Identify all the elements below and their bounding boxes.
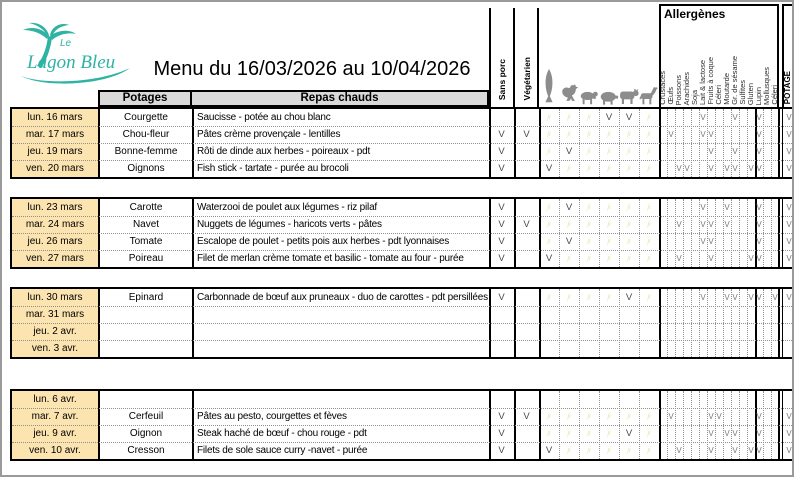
allergen-mark: V: [676, 164, 682, 173]
meat-faint-mark: ji: [547, 221, 551, 228]
allergen-mark: V: [700, 130, 706, 139]
sans-porc-mark: V: [498, 428, 505, 439]
header-line: [489, 8, 491, 107]
date-cell: jeu. 19 mars: [27, 146, 83, 157]
sans-porc-mark: V: [498, 292, 505, 303]
meat-faint-mark: ji: [567, 131, 571, 138]
meat-faint-mark: ji: [547, 238, 551, 245]
potage-allergen-mark: V: [786, 130, 792, 139]
meat-faint-mark: ji: [567, 221, 571, 228]
allergen-mark: V: [676, 446, 682, 455]
allergen-mark: V: [724, 293, 730, 302]
potage-allergen-mark: V: [786, 254, 792, 263]
potage-cell: [100, 306, 192, 323]
potage-cell: Carotte: [129, 202, 163, 213]
fish-icon: [539, 60, 559, 105]
potage-allergen-mark: V: [786, 446, 792, 455]
allergen-mark: V: [748, 164, 754, 173]
allergen-mark: V: [668, 130, 674, 139]
allergen-mark: V: [756, 164, 762, 173]
date-cell: lun. 30 mars: [27, 292, 83, 303]
sans-porc-mark: V: [498, 445, 505, 456]
allergen-mark: V: [756, 203, 762, 212]
potage-cell: Epinard: [128, 292, 164, 303]
potage-cell: Oignons: [127, 163, 165, 174]
potage-cell: Bonne-femme: [114, 146, 178, 157]
date-cell: mar. 24 mars: [25, 219, 85, 230]
meat-faint-mark: ji: [627, 255, 631, 262]
allergen-column-label: Poissons: [674, 74, 683, 105]
potage-cell: [100, 340, 192, 357]
pork-icon: [599, 60, 619, 105]
date-cell: jeu. 2 avr.: [33, 326, 77, 337]
sans-porc-mark: V: [498, 129, 505, 140]
meat-faint-mark: ji: [627, 165, 631, 172]
meat-faint-mark: ji: [587, 148, 591, 155]
poultry-icon: [559, 60, 579, 105]
meat-faint-mark: ji: [587, 413, 591, 420]
vegetarien-header-wrap: [514, 12, 539, 100]
allergen-mark: V: [668, 412, 674, 421]
sans-porc-header-wrap: [489, 12, 514, 100]
allergen-column-label-wrap: [771, 26, 779, 105]
allergen-mark: V: [732, 113, 738, 122]
meal-cell: Filet de merlan crème tomate et basilic - tomate au four - purée: [197, 253, 464, 264]
meat-faint-mark: ji: [607, 430, 611, 437]
meat-faint-mark: ji: [547, 413, 551, 420]
sans-porc-mark: V: [498, 219, 505, 230]
meal-cell: Fish stick - tartate - purée au brocoli: [197, 163, 349, 174]
allergen-mark: V: [708, 254, 714, 263]
week-block: [10, 287, 794, 359]
meat-faint-mark: ji: [647, 294, 651, 301]
meat-mark: V: [625, 112, 633, 123]
meat-faint-mark: ji: [627, 204, 631, 211]
week-block: [10, 107, 794, 179]
meat-faint-mark: ji: [607, 131, 611, 138]
meat-faint-mark: ji: [587, 430, 591, 437]
potage-cell: Tomate: [129, 236, 163, 247]
lamb-icon: [579, 60, 599, 105]
potage-cell: Courgette: [124, 112, 168, 123]
allergen-mark: V: [756, 113, 762, 122]
potage-cell: Cerfeuil: [128, 411, 164, 422]
meat-faint-mark: ji: [587, 114, 591, 121]
meat-faint-mark: ji: [567, 165, 571, 172]
allergen-column-label: Lait & lactose: [698, 59, 707, 105]
meal-cell: [194, 306, 490, 323]
allergen-mark: V: [756, 254, 762, 263]
allergen-column-label: Céleri: [714, 85, 723, 105]
date-cell: lun. 16 mars: [27, 112, 83, 123]
meal-cell: [194, 340, 490, 357]
meat-mark: V: [605, 112, 613, 123]
allergen-mark: V: [700, 293, 706, 302]
sans-porc-mark: V: [498, 146, 505, 157]
meat-mark: V: [565, 236, 573, 247]
meat-faint-mark: ji: [547, 294, 551, 301]
meal-cell: [194, 391, 490, 408]
allergen-column-label: Crustacés: [658, 71, 667, 105]
allergen-mark: V: [700, 203, 706, 212]
meat-faint-mark: ji: [607, 221, 611, 228]
vegetarien-mark: V: [523, 219, 530, 230]
allergen-column-label: Gr. de sésame: [730, 56, 739, 105]
beef-icon: [619, 60, 639, 105]
column-header-potages: Potages: [98, 90, 192, 107]
allergen-mark: V: [732, 164, 738, 173]
potage-allergen-mark: V: [786, 164, 792, 173]
allergen-mark: V: [700, 220, 706, 229]
allergen-mark: V: [756, 147, 762, 156]
allergen-mark: V: [756, 220, 762, 229]
vegetarien-mark: V: [523, 129, 530, 140]
date-cell: jeu. 26 mars: [27, 236, 83, 247]
meat-faint-mark: ji: [587, 294, 591, 301]
allergen-mark: V: [756, 130, 762, 139]
meal-cell: Rôti de dinde aux herbes - poireaux - pdt: [197, 146, 371, 157]
allergen-mark: V: [708, 220, 714, 229]
meat-faint-mark: ji: [587, 131, 591, 138]
allergen-mark: V: [748, 293, 754, 302]
allergen-mark: V: [708, 147, 714, 156]
meat-faint-mark: ji: [647, 430, 651, 437]
meat-faint-mark: ji: [607, 165, 611, 172]
date-cell: ven. 10 avr.: [29, 445, 81, 456]
potage-cell: Cresson: [127, 445, 165, 456]
meat-faint-mark: ji: [567, 413, 571, 420]
allergen-mark: V: [700, 113, 706, 122]
allergen-mark: V: [724, 164, 730, 173]
allergen-mark: V: [748, 446, 754, 455]
potage-column-label-wrap: [782, 8, 794, 104]
potage-allergen-mark: V: [786, 412, 792, 421]
meal-cell: [194, 323, 490, 340]
meat-mark: V: [565, 202, 573, 213]
potage-allergen-mark: V: [786, 113, 792, 122]
potage-allergen-mark: V: [786, 203, 792, 212]
sans-porc-mark: V: [498, 253, 505, 264]
allergen-mark: V: [724, 220, 730, 229]
meat-faint-mark: ji: [567, 294, 571, 301]
week-block: [10, 197, 794, 269]
meat-faint-mark: ji: [547, 114, 551, 121]
allergen-mark: V: [756, 446, 762, 455]
allergen-mark: V: [708, 446, 714, 455]
header-line: [513, 8, 515, 107]
potage-allergen-mark: V: [786, 237, 792, 246]
meat-faint-mark: ji: [567, 430, 571, 437]
meal-cell: Steak haché de bœuf - chou rouge - pdt: [197, 428, 367, 439]
sans-porc-mark: V: [498, 163, 505, 174]
meal-cell: Waterzooi de poulet aux légumes - riz pilaf: [197, 202, 378, 213]
column-header-repas-chauds: Repas chauds: [190, 90, 489, 107]
potage-allergen-mark: V: [786, 220, 792, 229]
allergen-column-label: Fruits à coque: [706, 57, 715, 105]
allergen-mark: V: [724, 203, 730, 212]
meat-faint-mark: ji: [587, 204, 591, 211]
date-cell: mar. 7 avr.: [31, 411, 79, 422]
allergen-mark: V: [772, 293, 778, 302]
allergen-mark: V: [708, 164, 714, 173]
allergen-mark: V: [684, 164, 690, 173]
allergen-mark: V: [732, 147, 738, 156]
allergen-column-label: Gluten: [746, 82, 755, 105]
date-cell: lun. 6 avr.: [33, 394, 77, 405]
date-cell: ven. 20 mars: [26, 163, 84, 174]
sans-porc-mark: V: [498, 236, 505, 247]
meal-cell: Pâtes au pesto, courgettes et fèves: [197, 411, 347, 422]
meat-faint-mark: ji: [647, 238, 651, 245]
meat-mark: V: [565, 146, 573, 157]
horse-icon: [639, 60, 659, 105]
meat-faint-mark: ji: [647, 447, 651, 454]
date-cell: mar. 31 mars: [25, 309, 85, 320]
date-cell: ven. 27 mars: [26, 253, 84, 264]
allergen-column-label: Œufs: [666, 87, 675, 105]
allergen-column-label: Lupin: [754, 86, 763, 105]
potage-cell: [100, 323, 192, 340]
sans-porc-mark: V: [498, 202, 505, 213]
meat-faint-mark: ji: [567, 447, 571, 454]
meat-faint-mark: ji: [647, 221, 651, 228]
meat-faint-mark: ji: [607, 204, 611, 211]
meat-faint-mark: ji: [647, 204, 651, 211]
meal-cell: Nuggets de légumes - haricots verts - pâtes: [197, 219, 382, 230]
meat-faint-mark: ji: [587, 221, 591, 228]
meal-cell: Filets de sole sauce curry -navet - purée: [197, 445, 368, 456]
meat-faint-mark: ji: [627, 131, 631, 138]
meat-faint-mark: ji: [567, 255, 571, 262]
date-cell: ven. 3 avr.: [31, 343, 79, 354]
allergen-column-label: Arachides: [682, 71, 691, 105]
potage-allergen-mark: V: [786, 429, 792, 438]
meat-faint-mark: ji: [647, 255, 651, 262]
meat-faint-mark: ji: [567, 114, 571, 121]
allergen-mark: V: [756, 429, 762, 438]
allergen-mark: V: [708, 412, 714, 421]
meat-faint-mark: ji: [627, 238, 631, 245]
allergenes-title: Allergènes: [664, 7, 726, 21]
week-block: [10, 389, 794, 461]
meat-faint-mark: ji: [587, 255, 591, 262]
date-cell: lun. 23 mars: [27, 202, 83, 213]
potage-cell: Navet: [132, 219, 160, 230]
meat-faint-mark: ji: [607, 148, 611, 155]
potage-allergen-mark: V: [786, 293, 792, 302]
allergen-mark: V: [716, 412, 722, 421]
meat-faint-mark: ji: [587, 447, 591, 454]
meat-faint-mark: ji: [547, 430, 551, 437]
allergen-mark: V: [708, 130, 714, 139]
logo-le-text: Le: [60, 38, 72, 49]
potage-column-label: POTAGE: [783, 70, 792, 104]
allergen-mark: V: [708, 237, 714, 246]
meat-faint-mark: ji: [627, 148, 631, 155]
logo-name-text: Lagon Bleu: [27, 52, 116, 73]
meat-mark: V: [545, 163, 553, 174]
meat-mark: V: [625, 292, 633, 303]
menu-title: Menu du 16/03/2026 au 10/04/2026: [153, 58, 471, 80]
potage-allergen-mark: V: [786, 147, 792, 156]
meat-faint-mark: ji: [607, 294, 611, 301]
date-cell: mar. 17 mars: [25, 129, 85, 140]
meat-faint-mark: ji: [647, 165, 651, 172]
meat-faint-mark: ji: [587, 165, 591, 172]
sans-porc-mark: V: [498, 411, 505, 422]
allergen-column-label: Sulfites: [738, 80, 747, 105]
meat-faint-mark: ji: [647, 114, 651, 121]
sans-porc-header: Sans porc: [496, 58, 507, 100]
meal-cell: Carbonnade de bœuf aux pruneaux - duo de carottes - pdt persillées: [197, 292, 488, 303]
potage-cell: Chou-fleur: [122, 129, 170, 140]
meat-faint-mark: ji: [547, 148, 551, 155]
meat-faint-mark: ji: [587, 238, 591, 245]
allergen-mark: V: [676, 254, 682, 263]
vegetarien-mark: V: [523, 411, 530, 422]
meat-faint-mark: ji: [647, 148, 651, 155]
meat-mark: V: [545, 253, 553, 264]
meat-mark: V: [625, 428, 633, 439]
allergen-mark: V: [724, 429, 730, 438]
allergen-mark: V: [676, 220, 682, 229]
meat-faint-mark: ji: [607, 255, 611, 262]
meat-faint-mark: ji: [627, 221, 631, 228]
meal-cell: Escalope de poulet - petits pois aux herbes - pdt lyonnaises: [197, 236, 450, 247]
date-cell: jeu. 9 avr.: [33, 428, 77, 439]
potage-cell: Poireau: [128, 253, 164, 264]
allergen-mark: V: [732, 429, 738, 438]
meat-faint-mark: ji: [647, 131, 651, 138]
allergen-mark: V: [756, 237, 762, 246]
meat-faint-mark: ji: [647, 413, 651, 420]
meat-faint-mark: ji: [607, 238, 611, 245]
allergen-mark: V: [732, 293, 738, 302]
meal-cell: Saucisse - potée au chou blanc: [197, 112, 331, 123]
allergen-mark: V: [700, 237, 706, 246]
meat-faint-mark: ji: [627, 447, 631, 454]
allergen-mark: V: [748, 254, 754, 263]
allergen-mark: V: [756, 412, 762, 421]
allergen-column-label: Moutarde: [722, 73, 731, 105]
meat-faint-mark: ji: [627, 413, 631, 420]
vegetarien-header: Végétarien: [521, 56, 532, 100]
allergen-mark: V: [732, 446, 738, 455]
potage-cell: Oignon: [129, 428, 163, 439]
meat-faint-mark: ji: [547, 131, 551, 138]
allergen-mark: V: [708, 429, 714, 438]
allergen-column-label: Céleri: [770, 85, 779, 105]
meat-faint-mark: ji: [547, 204, 551, 211]
allergen-column-label: Mollusques: [762, 67, 771, 105]
allergen-column-label: Soja: [690, 89, 699, 105]
meat-mark: V: [545, 445, 553, 456]
meat-faint-mark: ji: [607, 447, 611, 454]
meat-faint-mark: ji: [607, 413, 611, 420]
meal-cell: Pâtes crème provençale - lentilles: [197, 129, 341, 140]
allergen-mark: V: [756, 293, 762, 302]
potage-cell: [100, 391, 192, 408]
